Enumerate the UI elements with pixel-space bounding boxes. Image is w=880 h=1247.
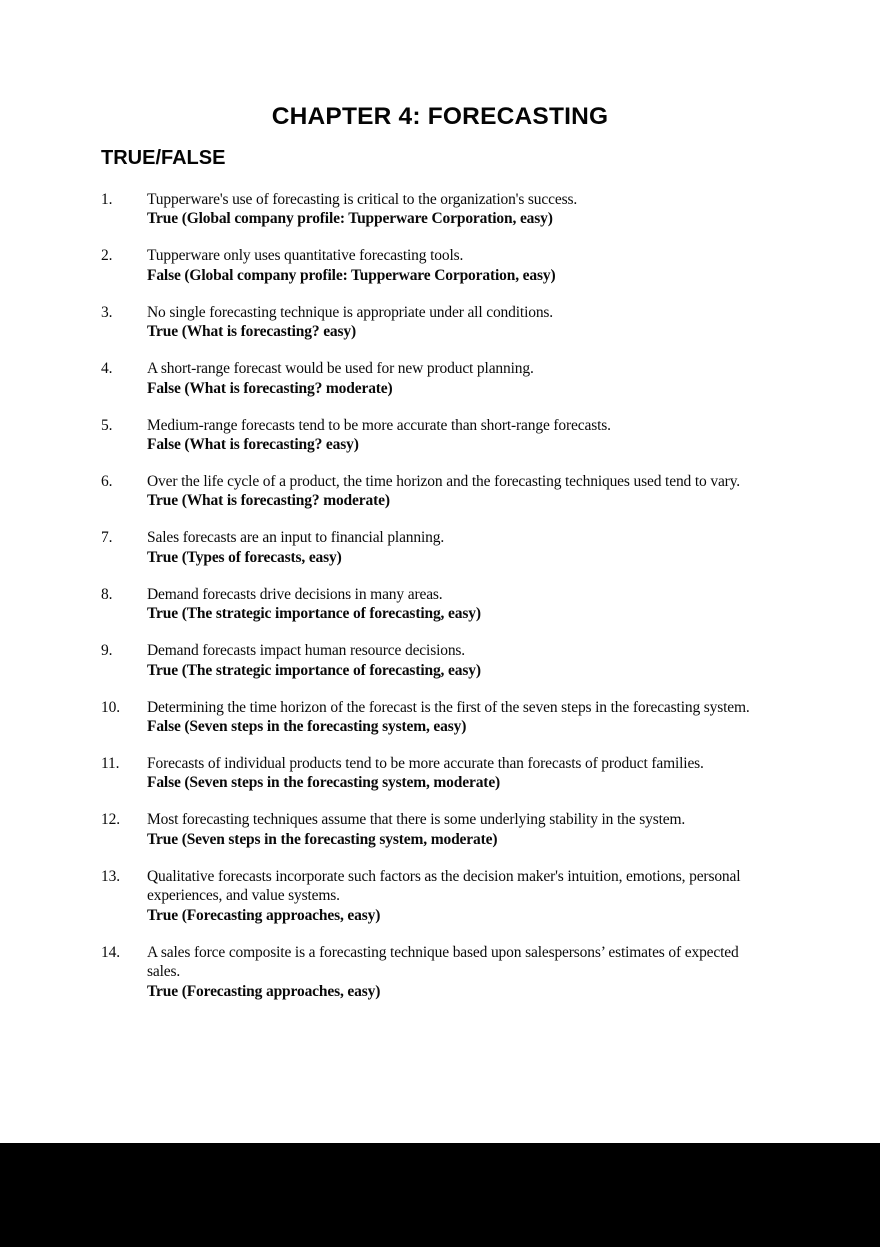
question-line: Most forecasting techniques assume that there is some underlying stability in the system. [147, 811, 686, 829]
question-item [101, 190, 880, 229]
question-text [147, 416, 880, 455]
answer-text: False (Seven steps in the forecasting system, easy) [147, 718, 467, 736]
answer-text: False (Seven steps in the forecasting system, moderate) [147, 774, 501, 792]
question-number: 2. [101, 247, 113, 265]
question-text [147, 246, 880, 285]
answer-text: True (Seven steps in the forecasting system, moderate) [147, 830, 498, 848]
question-line: A short-range forecast would be used for new product planning. [147, 360, 534, 378]
answer-text: True (What is forecasting? easy) [147, 323, 357, 341]
question-line: Forecasts of individual products tend to be more accurate than forecasts of product families. [147, 755, 704, 773]
question-number: 12. [101, 811, 120, 829]
question-text [147, 359, 880, 398]
question-text [147, 585, 880, 624]
question-line: Determining the time horizon of the forecast is the first of the seven steps in the forecasting system. [147, 698, 750, 716]
question-text [147, 698, 880, 737]
answer-text: True (The strategic importance of forecasting, easy) [147, 605, 481, 623]
question-number: 8. [101, 585, 113, 603]
question-item [101, 585, 880, 624]
answer-text: True (What is forecasting? moderate) [147, 492, 390, 510]
question-item [101, 754, 880, 793]
question-item [101, 943, 880, 1001]
question-text [147, 943, 880, 1001]
answer-text: True (Forecasting approaches, easy) [147, 906, 381, 924]
question-item [101, 867, 880, 925]
answer-text: True (Global company profile: Tupperware Corporation, easy) [147, 210, 553, 228]
answer-text: True (Forecasting approaches, easy) [147, 982, 381, 1000]
question-number: 9. [101, 642, 113, 660]
question-line: sales. [147, 963, 181, 981]
question-number: 4. [101, 360, 113, 378]
question-item [101, 528, 880, 567]
letterbox-bottom-bar [0, 1143, 880, 1247]
question-number: 5. [101, 416, 113, 434]
question-text [147, 754, 880, 793]
question-item [101, 416, 880, 455]
answer-text: False (What is forecasting? easy) [147, 436, 359, 454]
question-number: 13. [101, 867, 120, 885]
answer-text: False (Global company profile: Tupperware Corporation, easy) [147, 266, 556, 284]
question-line: Demand forecasts impact human resource decisions. [147, 642, 466, 660]
question-number: 3. [101, 303, 113, 321]
question-line: experiences, and value systems. [147, 887, 340, 905]
question-line: Sales forecasts are an input to financial planning. [147, 529, 445, 547]
section-heading-true-false: TRUE/FALSE [101, 147, 226, 169]
answer-text: True (The strategic importance of forecasting, easy) [147, 661, 481, 679]
question-number: 14. [101, 943, 120, 961]
question-line: No single forecasting technique is appropriate under all conditions. [147, 303, 554, 321]
question-line: Tupperware only uses quantitative forecasting tools. [147, 247, 464, 265]
question-number: 6. [101, 473, 113, 491]
page-title: CHAPTER 4: FORECASTING [271, 103, 609, 130]
question-text [147, 303, 880, 342]
question-line: Qualitative forecasts incorporate such factors as the decision maker's intuition, emotions, personal [147, 867, 741, 885]
question-number: 11. [101, 755, 120, 773]
answer-text: True (Types of forecasts, easy) [147, 548, 342, 566]
question-line: Tupperware's use of forecasting is critical to the organization's success. [147, 191, 578, 208]
question-line: Demand forecasts drive decisions in many areas. [147, 585, 443, 603]
question-item [101, 246, 880, 285]
question-line: Over the life cycle of a product, the time horizon and the forecasting techniques used tend to vary. [147, 473, 741, 491]
question-item [101, 810, 880, 849]
question-text [147, 528, 880, 567]
question-text [147, 641, 880, 680]
question-number: 1. [101, 191, 113, 208]
question-item [101, 698, 880, 737]
question-item [101, 303, 880, 342]
answer-text: False (What is forecasting? moderate) [147, 379, 393, 397]
question-line: A sales force composite is a forecasting technique based upon salespersons’ estimates of expected [147, 943, 739, 961]
question-text [147, 472, 880, 511]
question-text [147, 190, 880, 229]
question-number: 7. [101, 529, 113, 547]
question-list [0, 190, 880, 1001]
question-text [147, 867, 880, 925]
question-item [101, 472, 880, 511]
question-text [147, 810, 880, 849]
question-item [101, 359, 880, 398]
question-item [101, 641, 880, 680]
question-number: 10. [101, 698, 120, 716]
question-line: Medium-range forecasts tend to be more accurate than short-range forecasts. [147, 416, 611, 434]
